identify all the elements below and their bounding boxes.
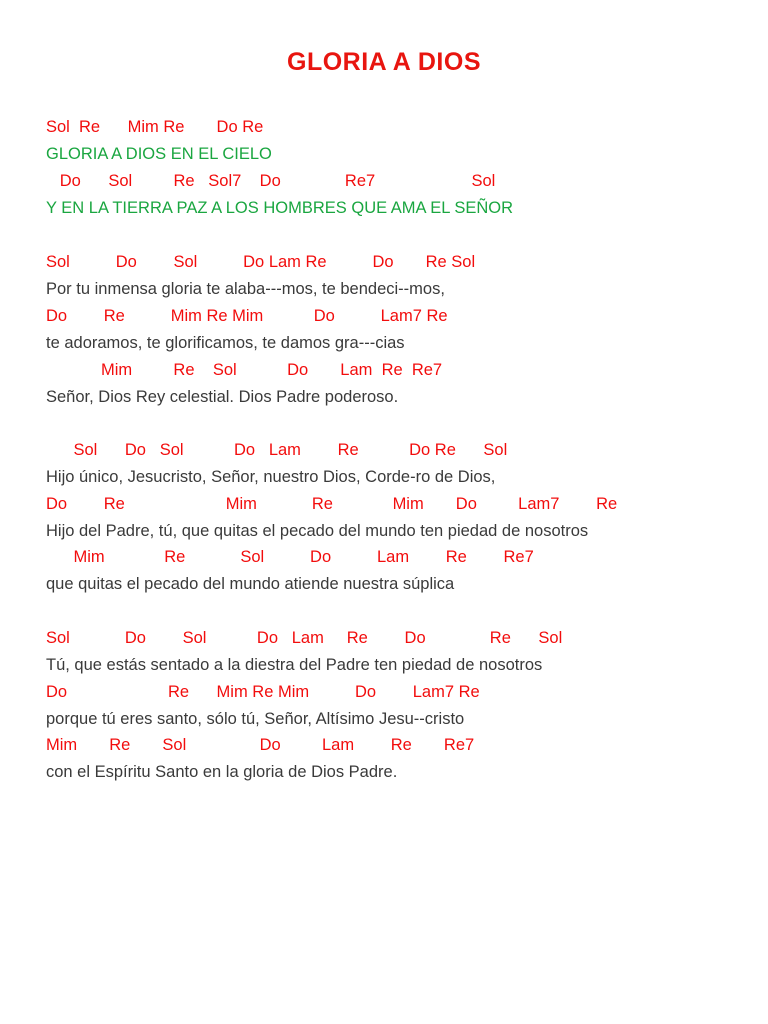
lyric-line: te adoramos, te glorificamos, te damos gra---cias xyxy=(46,334,405,352)
chord-line: Sol Do Sol Do Lam Re Do Re Sol xyxy=(46,253,476,271)
lyric-line: que quitas el pecado del mundo atiende nuestra súplica xyxy=(46,575,455,593)
chord-line: Sol Re Mim Re Do Re xyxy=(46,118,264,136)
chord-line: Mim Re Sol Do Lam Re Re7 xyxy=(46,548,534,566)
lyric-line: Tú, que estás sentado a la diestra del Padre ten piedad de nosotros xyxy=(46,656,543,674)
chord-line: Do Sol Re Sol7 Do Re7 Sol xyxy=(46,172,496,190)
chord-line: Do Re Mim Re Mim Do Lam7 Re xyxy=(46,683,480,701)
chord-line: Sol Do Sol Do Lam Re Do Re Sol xyxy=(46,441,508,459)
lyric-line: Por tu inmensa gloria te alaba---mos, te bendeci--mos, xyxy=(46,280,445,298)
lyric-line: Señor, Dios Rey celestial. Dios Padre poderoso. xyxy=(46,388,399,406)
chorus-line: GLORIA A DIOS EN EL CIELO xyxy=(46,145,272,163)
lyric-line: con el Espíritu Santo en la gloria de Dios Padre. xyxy=(46,763,398,781)
chord-line: Do Re Mim Re Mim Do Lam7 Re xyxy=(46,495,618,513)
song-title: GLORIA A DIOS xyxy=(287,48,481,76)
chord-line: Sol Do Sol Do Lam Re Do Re Sol xyxy=(46,629,563,647)
chorus-line: Y EN LA TIERRA PAZ A LOS HOMBRES QUE AMA EL SEÑOR xyxy=(46,199,514,217)
chord-line: Do Re Mim Re Mim Do Lam7 Re xyxy=(46,307,448,325)
chord-line: Mim Re Sol Do Lam Re Re7 xyxy=(46,736,475,754)
lyric-line: Hijo del Padre, tú, que quitas el pecado del mundo ten piedad de nosotros xyxy=(46,522,589,540)
lyric-line: Hijo único, Jesucristo, Señor, nuestro Dios, Corde-ro de Dios, xyxy=(46,468,496,486)
lyric-line: porque tú eres santo, sólo tú, Señor, Altísimo Jesu--cristo xyxy=(46,710,465,728)
chord-line: Mim Re Sol Do Lam Re Re7 xyxy=(46,361,443,379)
